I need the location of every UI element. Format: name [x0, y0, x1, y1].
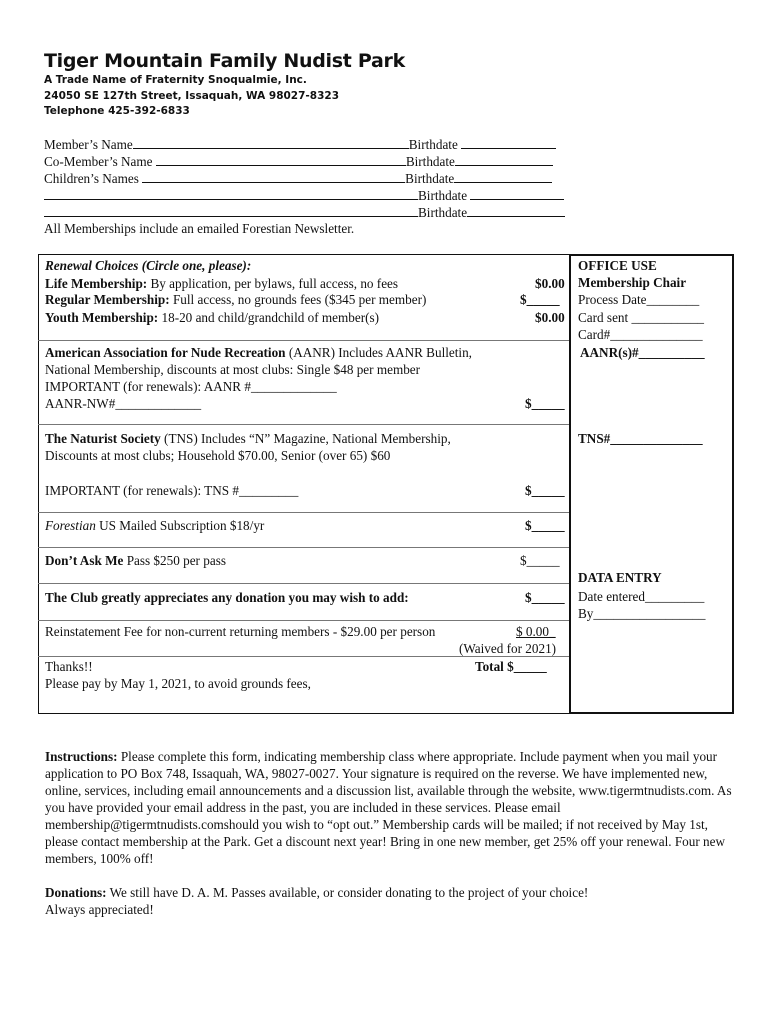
- divider: [38, 583, 569, 584]
- donation-amount[interactable]: $_____: [525, 590, 565, 605]
- park-title: Tiger Mountain Family Nudist Park: [44, 50, 405, 72]
- dam-amount[interactable]: $_____: [520, 553, 560, 568]
- donations-closing: Always appreciated!: [45, 902, 154, 917]
- data-entry-title: DATA ENTRY: [578, 570, 662, 585]
- newsletter-note: All Memberships include an emailed Forestian Newsletter.: [44, 221, 355, 236]
- birthdate-label: Birthdate: [405, 171, 455, 186]
- children-row-3: [44, 204, 565, 221]
- regular-membership-row[interactable]: [45, 292, 426, 308]
- dam-label: Don’t Ask Me: [45, 553, 124, 568]
- life-amount: $0.00: [535, 276, 565, 291]
- donations-label: Donations:: [45, 885, 107, 900]
- total-field[interactable]: Total $_____: [475, 659, 547, 674]
- office-use-title: OFFICE USE: [578, 258, 657, 273]
- aanr-nw-field[interactable]: AANR-NW#_____________: [45, 396, 202, 411]
- member-birthdate-field[interactable]: [461, 136, 556, 149]
- aanr-label: American Association for Nude Recreation: [45, 345, 286, 360]
- youth-membership-text: 18-20 and child/grandchild of member(s): [161, 310, 380, 325]
- birthdate-label: Birthdate: [408, 137, 458, 152]
- reinstatement-amount: $ 0.00_: [516, 624, 556, 639]
- member-name-label: Member’s Name: [44, 137, 133, 152]
- children-names-field[interactable]: [142, 170, 405, 183]
- office-tns-field[interactable]: TNS#______________: [578, 431, 703, 446]
- divider: [38, 620, 569, 621]
- youth-membership-row[interactable]: [45, 310, 379, 326]
- pay-by-text: Please pay by May 1, 2021, to avoid grounds fees,: [45, 676, 311, 691]
- youth-amount: $0.00: [535, 310, 565, 325]
- regular-membership-label: Regular Membership:: [45, 292, 170, 307]
- regular-amount[interactable]: $_____: [520, 292, 560, 307]
- co-member-name-label: Co-Member’s Name: [44, 154, 153, 169]
- tns-row: The Naturist Society (TNS) Includes “N” Magazine, National Membership,: [45, 431, 451, 446]
- telephone: Telephone 425-392-6833: [44, 105, 190, 117]
- membership-chair: Membership Chair: [578, 275, 687, 290]
- birthdate-label: Birthdate: [418, 188, 468, 203]
- life-membership-label: Life Membership:: [45, 276, 148, 291]
- process-date-field[interactable]: Process Date________: [578, 292, 700, 307]
- aanr-text-2: National Membership, discounts at most clubs: Single $48 per member: [45, 362, 421, 377]
- life-membership-row[interactable]: [45, 276, 398, 292]
- trade-name: A Trade Name of Fraternity Snoqualmie, Inc.: [44, 74, 307, 86]
- donations-paragraph: Donations: We still have D. A. M. Passes available, or consider donating to the project of your choice! Always appreciated!: [45, 885, 589, 917]
- dam-row: Don’t Ask Me Pass $250 per pass: [45, 553, 226, 568]
- child-name-field-3[interactable]: [44, 204, 418, 217]
- child-name-field-2[interactable]: [44, 187, 418, 200]
- card-number-field[interactable]: Card#______________: [578, 327, 703, 342]
- forestian-amount[interactable]: $_____: [525, 518, 565, 533]
- children-row: [44, 170, 552, 187]
- co-member-birthdate-field[interactable]: [455, 153, 553, 166]
- waived-note: (Waived for 2021): [459, 641, 557, 656]
- member-name-row: [44, 136, 556, 153]
- tns-number-field[interactable]: IMPORTANT (for renewals): TNS #_________: [45, 483, 299, 498]
- forestian-row: Forestian US Mailed Subscription $18/yr: [45, 518, 265, 533]
- child-birthdate-field[interactable]: [454, 170, 552, 183]
- life-membership-text: By application, per bylaws, full access, no fees: [150, 276, 399, 291]
- co-member-row: [44, 153, 553, 170]
- donation-row: The Club greatly appreciates any donation you may wish to add:: [45, 590, 409, 605]
- regular-membership-text: Full access, no grounds fees ($345 per member): [172, 292, 427, 307]
- divider: [38, 547, 569, 548]
- children-row-2: [44, 187, 564, 204]
- youth-membership-label: Youth Membership:: [45, 310, 159, 325]
- office-aanr-field[interactable]: AANR(s)#__________: [580, 345, 705, 360]
- instructions-label: Instructions:: [45, 749, 118, 764]
- tns-label: The Naturist Society: [45, 431, 161, 446]
- renewal-heading: Renewal Choices (Circle one, please):: [45, 258, 252, 273]
- instructions-paragraph: Instructions: Please complete this form, indicating membership class where appropriate. Include payment when you mail your application to PO Box 748, Issaquah, WA, 98027-0027. Your signature is required on the reverse. We have implemented new, online, services, including email announcements and a discussion list, available through the website, www.tigermtnudists.com. As you have provided your email address in the past, you are included in these services. Please email membership@tigermtnudists.comshould you wish to “opt out.” Membership cards will be mailed; if not received by May 1st, please contact membership at the Park. Get a discount next year! Bring in one new member, get 25% off your renewal. Four new members, 100% off!: [45, 749, 732, 866]
- tns-amount[interactable]: $_____: [525, 483, 565, 498]
- divider: [38, 656, 569, 657]
- birthdate-label: Birthdate: [418, 205, 468, 220]
- date-entered-field[interactable]: Date entered_________: [578, 589, 705, 604]
- aanr-number-field[interactable]: IMPORTANT (for renewals): AANR #_____________: [45, 379, 337, 394]
- address: 24050 SE 127th Street, Issaquah, WA 98027-8323: [44, 90, 339, 102]
- divider: [38, 512, 569, 513]
- forestian-label: Forestian: [45, 518, 96, 533]
- member-name-field[interactable]: [133, 136, 409, 149]
- card-sent-field[interactable]: Card sent ___________: [578, 310, 705, 325]
- entered-by-field[interactable]: By_________________: [578, 606, 706, 621]
- thanks-text: Thanks!!: [45, 659, 93, 674]
- children-names-label: Children’s Names: [44, 171, 139, 186]
- divider: [38, 424, 569, 425]
- aanr-row: American Association for Nude Recreation (AANR) Includes AANR Bulletin,: [45, 345, 472, 360]
- birthdate-label: Birthdate: [405, 154, 455, 169]
- divider: [38, 340, 569, 341]
- reinstatement-text: Reinstatement Fee for non-current returning members - $29.00 per person: [45, 624, 436, 639]
- child-birthdate-field-3[interactable]: [467, 204, 565, 217]
- tns-text-2: Discounts at most clubs; Household $70.00, Senior (over 65) $60: [45, 448, 391, 463]
- co-member-name-field[interactable]: [156, 153, 406, 166]
- child-birthdate-field-2[interactable]: [470, 187, 564, 200]
- aanr-amount[interactable]: $_____: [525, 396, 565, 411]
